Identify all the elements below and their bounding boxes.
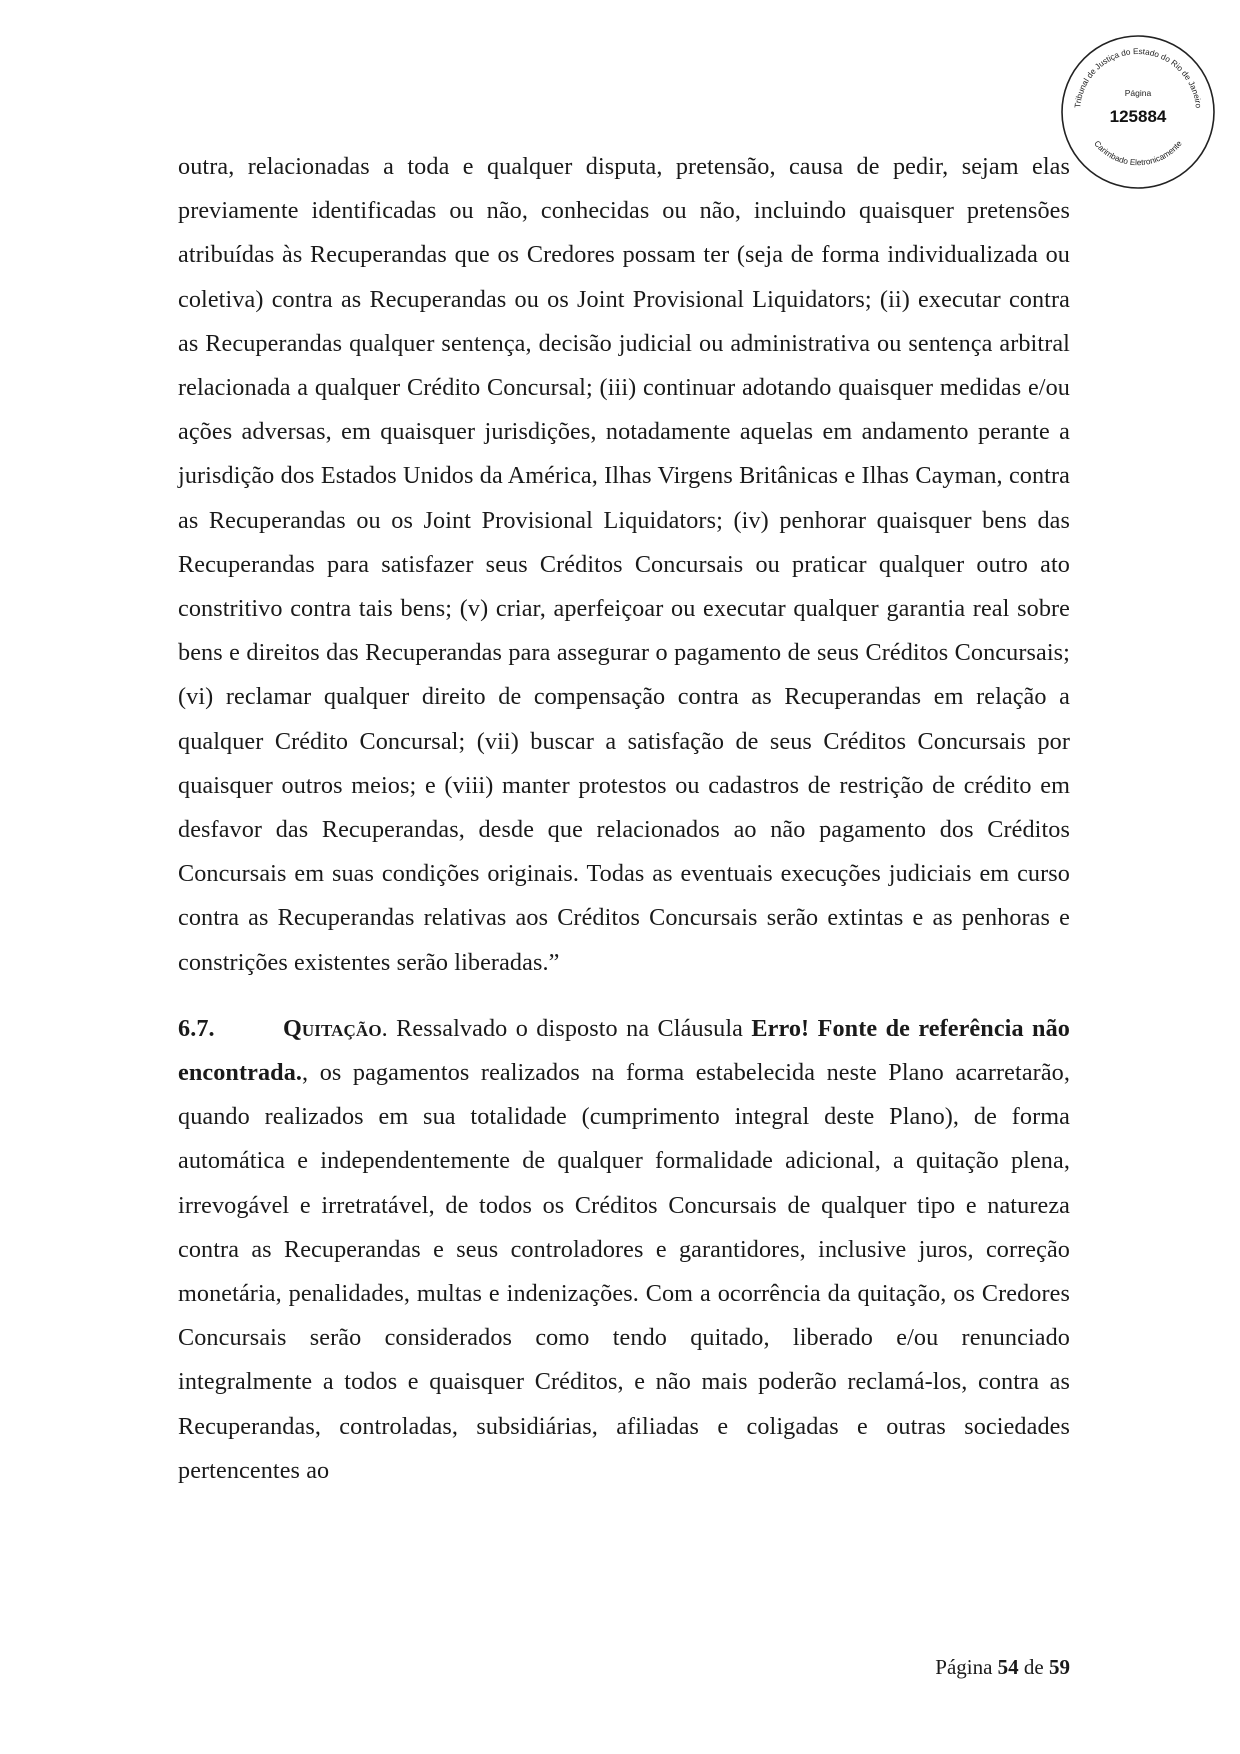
clause-paragraph [178, 1007, 1070, 1493]
stamp-label: Página [1124, 88, 1152, 98]
svg-text:Tribunal de Justiça do Estado [1073, 47, 1203, 109]
stamp-top-text: Tribunal de Justiça do Estado do Rio de Janeiro [1073, 46, 1203, 109]
document-body [178, 145, 1070, 1493]
clause-intro: . Ressalvado o disposto na Cláusula [381, 1014, 752, 1042]
clause-text: , os pagamentos realizados na forma estabelecida neste Plano acarretarão, quando realizados em sua totalidade (cumprimento integral deste Plano), de forma automática e independentemente de qualquer formalidade adicional, a quitação plena, irrevogável e irretratável, de todos os Créditos Concursais de qualquer tipo e natureza contra as Recuperandas e seus controladores e garantidores, inclusive juros, correção monetária, penalidades, multas e indenizações. Com a ocorrência da quitação, os Credores Concursais serão considerados como tendo quitado, liberado e/ou renunciado integralmente a todos e quaisquer Créditos, e não mais poderão reclamá-los, contra as Recuperandas, controladas, subsidiárias, afiliadas e coligadas e outras sociedades pertencentes ao [178, 1059, 1070, 1484]
clause-title: Quitação [283, 1014, 382, 1042]
footer-prefix: Página [935, 1655, 993, 1679]
court-stamp [1058, 32, 1218, 192]
svg-text:Carimbado Eletronicamente [1092, 139, 1184, 167]
stamp-number: 125884 [1109, 107, 1167, 126]
quote-paragraph: outra, relacionadas a toda e qualquer disputa, pretensão, causa de pedir, sejam elas previamente identificadas ou não, conhecidas ou não, incluindo quaisquer pretensões atribuídas às Recuperandas que os Credores possam ter (seja de forma individualizada ou coletiva) contra as Recuperandas ou os Joint Provisional Liquidators; (ii) executar contra as Recuperandas qualquer sentença, decisão judicial ou administrativa ou sentença arbitral relacionada a qualquer Crédito Concursal; (iii) continuar adotando quaisquer medidas e/ou ações adversas, em quaisquer jurisdições, notadamente aquelas em andamento perante a jurisdição dos Estados Unidos da América, Ilhas Virgens Britânicas e Ilhas Cayman, contra as Recuperandas ou os Joint Provisional Liquidators; (iv) penhorar quaisquer bens das Recuperandas para satisfazer seus Créditos Concursais ou praticar qualquer outro ato constritivo contra tais bens; (v) criar, aperfeiçoar ou executar qualquer garantia real sobre bens e direitos das Recuperandas para assegurar o pagamento de seus Créditos Concursais; (vi) reclamar qualquer direito de compensação contra as Recuperandas em relação a qualquer Crédito Concursal; (vii) buscar a satisfação de seus Créditos Concursais por quaisquer outros meios; e (viii) manter protestos ou cadastros de restrição de crédito em desfavor das Recuperandas, desde que relacionados ao não pagamento dos Créditos Concursais em suas condições originais. Todas as eventuais execuções judiciais em curso contra as Recuperandas relativas aos Créditos Concursais serão extintas e as penhoras e constrições existentes serão liberadas.” [178, 153, 1070, 976]
clause-error-reference: Erro! Fonte de referência não encontrada. [178, 1014, 1070, 1087]
current-page-number: 54 [997, 1655, 1019, 1679]
footer-separator: de [1023, 1655, 1044, 1679]
clause-number: 6.7. [178, 1014, 215, 1042]
page-footer [935, 1655, 1070, 1680]
stamp-bottom-text: Carimbado Eletronicamente [1092, 139, 1184, 168]
total-page-number: 59 [1049, 1655, 1070, 1679]
